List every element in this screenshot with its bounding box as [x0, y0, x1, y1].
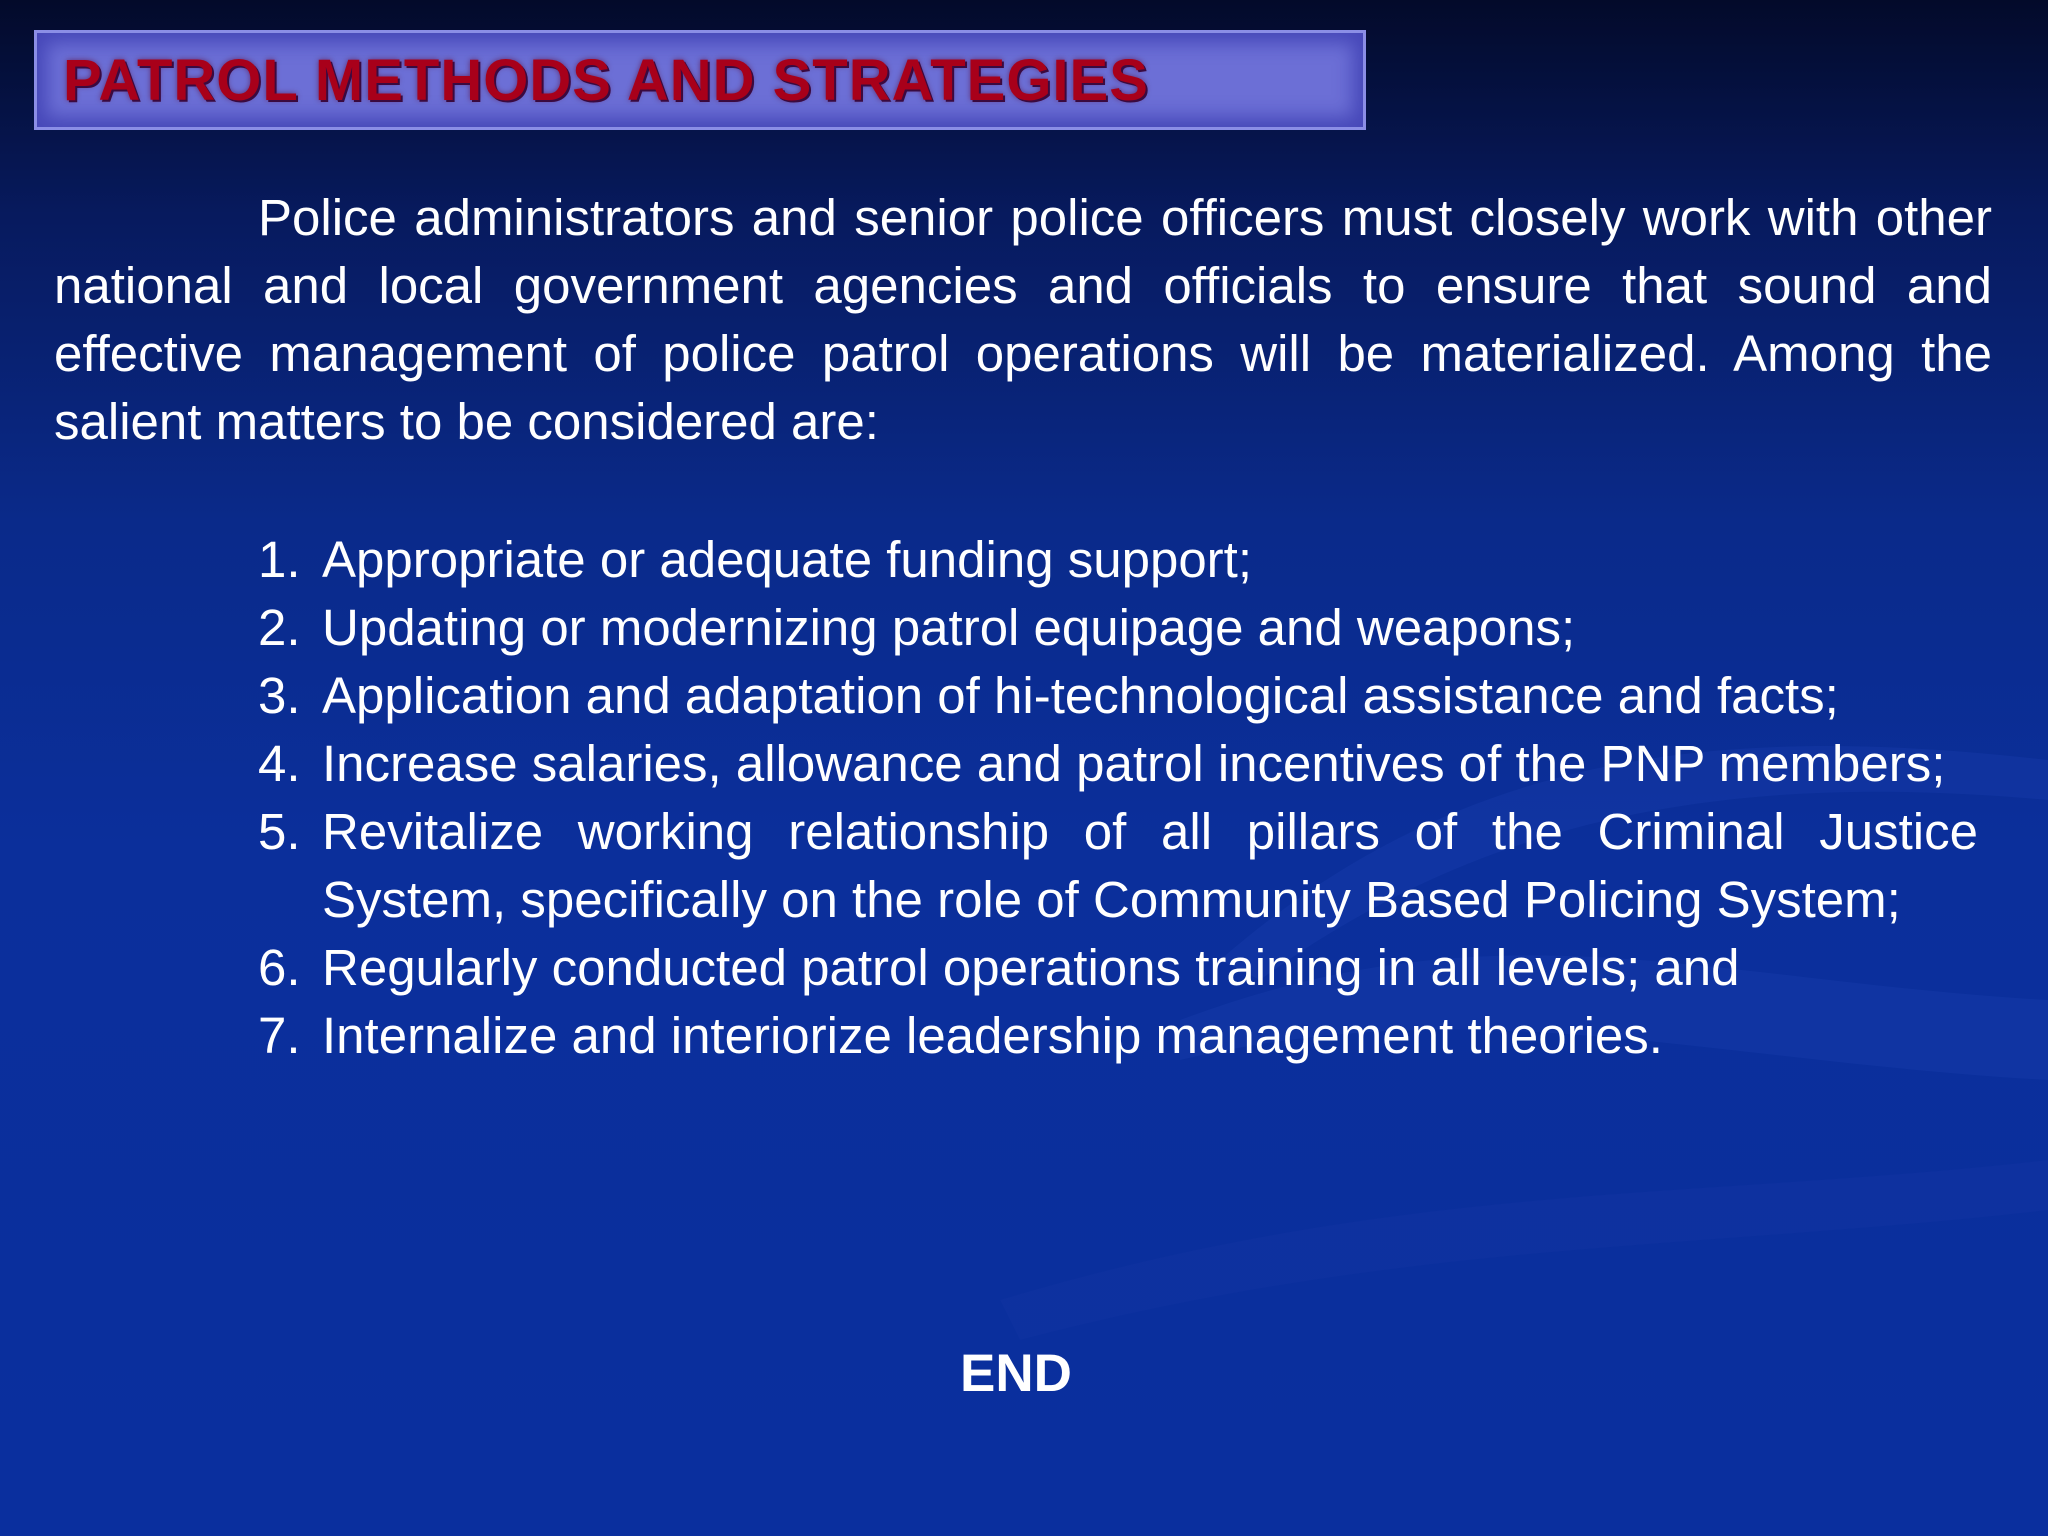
list-item-text: Updating or modernizing patrol equipage and weapons; [322, 599, 1576, 656]
list-item [258, 1002, 1978, 1070]
list-item [258, 730, 1978, 798]
list-item-number: 1. [258, 531, 301, 588]
list-item-number: 5. [258, 803, 301, 860]
title-banner [34, 30, 1366, 130]
slide-title: PATROL METHODS AND STRATEGIES [63, 47, 1149, 113]
list-item-text: Regularly conducted patrol operations training in all levels; and [322, 939, 1740, 996]
list-item-text: Internalize and interiorize leadership management theories. [322, 1007, 1663, 1064]
list-item [258, 526, 1978, 594]
list-item-text: Application and adaptation of hi-technological assistance and facts; [322, 667, 1839, 724]
list-item-number: 3. [258, 667, 301, 724]
list-item-text: Appropriate or adequate funding support; [322, 531, 1253, 588]
considerations-list [258, 526, 1978, 1070]
list-item [258, 934, 1978, 1002]
list-item-number: 6. [258, 939, 301, 996]
intro-paragraph: Police administrators and senior police officers must closely work with other national and local government agencies and officials to ensure that sound and effective management of police patrol operations will be materialized. Among the salient matters to be considered are: [54, 189, 1992, 450]
end-label: END [960, 1344, 1072, 1403]
list-item-number: 7. [258, 1007, 301, 1064]
list-item-text: Revitalize working relationship of all pillars of the Criminal Justice System, specifically on the role of Community Based Policing System; [322, 803, 1978, 928]
list-item-number: 4. [258, 735, 301, 792]
list-item [258, 662, 1978, 730]
list-item-text: Increase salaries, allowance and patrol incentives of the PNP members; [322, 735, 1946, 792]
list-item [258, 594, 1978, 662]
list-item-number: 2. [258, 599, 301, 656]
list-item [258, 798, 1978, 934]
